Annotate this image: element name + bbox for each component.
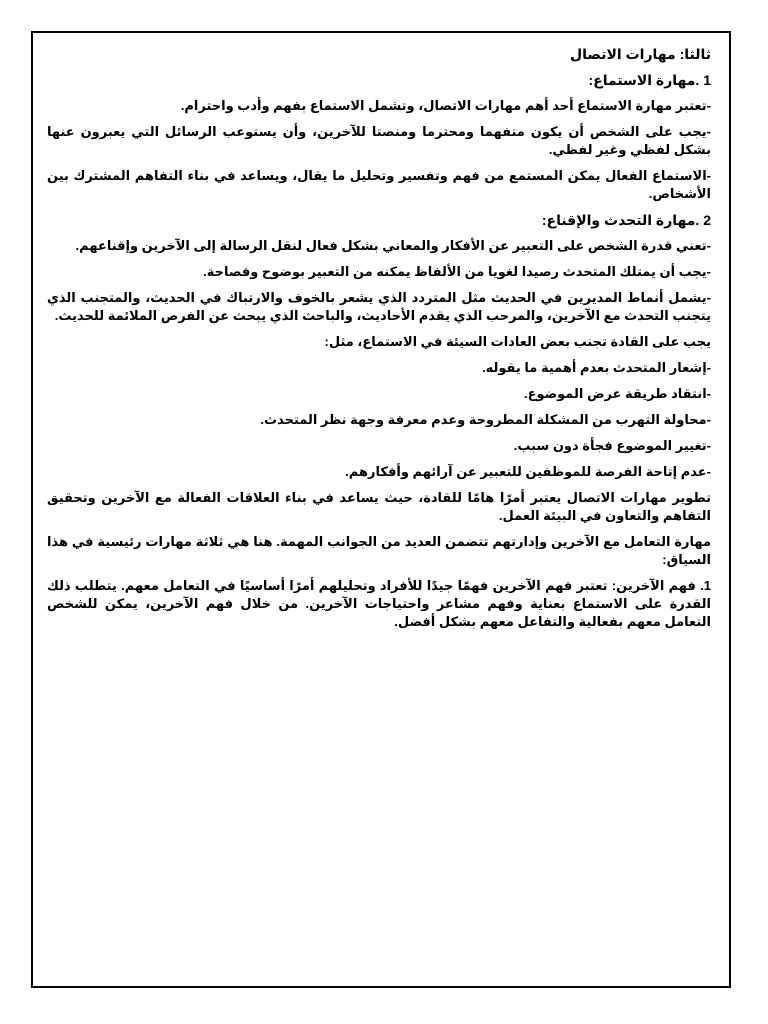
paragraph: مهارة التعامل مع الآخرين وإدارتهم تتضمن العديد من الجوانب المهمة. هنا هي ثلاثة مهارات رئيسية في هذا السياق:	[47, 534, 711, 567]
habits-intro: يجب على القادة تجنب بعض العادات السيئة في الاستماع، مثل:	[324, 334, 711, 349]
paragraph: -يجب على الشخص أن يكون متفهما ومحترما ومنصتا للآخرين، وأن يستوعب الرسائل التي يعبرون عنها بشكل لفظي وغير لفظي.	[47, 124, 711, 157]
list-item: -تغيير الموضوع فجأة دون سبب.	[513, 438, 711, 453]
list-item: -محاولة التهرب من المشكلة المطروحة وعدم معرفة وجهة نظر المتحدث.	[260, 412, 711, 427]
document-frame	[31, 31, 731, 988]
section-heading-speaking: 2 .مهارة التحدث والإقناع:	[541, 212, 711, 228]
paragraph: تطوير مهارات الاتصال يعتبر أمرًا هامًا للقادة، حيث يساعد في بناء العلاقات الفعالة مع الآخرين وتحقيق التفاهم والتعاون في البيئة العمل.	[47, 490, 711, 523]
document-body	[47, 45, 711, 631]
list-item: -انتقاد طريقة عرض الموضوع.	[523, 386, 711, 401]
document-title: ثالثا: مهارات الاتصال	[570, 46, 711, 62]
list-item: -عدم إتاحة الفرصة للموظفين للتعبير عن آرائهم وأفكارهم.	[345, 464, 711, 479]
paragraph: -يشمل أنماط المديرين في الحديث مثل المتردد الذي يشعر بالخوف والارتباك في الحديث، والمتجنب الذي يتجنب التحدث مع الآخرين، والمرحب الذي يقدم الأحاديث، والباحث الذي يبحث عن الفرص الملائمة للحديث.	[47, 290, 711, 323]
numbered-paragraph: 1. فهم الآخرين: تعتبر فهم الآخرين فهمًا جيدًا للأفراد وتحليلهم أمرًا أساسيًا في التعامل معهم. يتطلب ذلك القدرة على الاستماع بعناية وفهم مشاعر واحتياجات الآخرين. من خلال فهم الآخرين، يمكن للشخص التعامل معهم بفعالية والتفاعل معهم بشكل أفضل.	[47, 578, 711, 629]
paragraph: -الاستماع الفعال يمكن المستمع من فهم وتفسير وتحليل ما يقال، ويساعد في بناء التفاهم المشترك بين الأشخاص.	[47, 168, 711, 201]
paragraph: -تعني قدرة الشخص على التعبير عن الأفكار والمعاني بشكل فعال لنقل الرسالة إلى الآخرين وإقناعهم.	[75, 238, 711, 253]
section-heading-listening: 1 .مهارة الاستماع:	[588, 72, 711, 88]
paragraph: -يجب أن يمتلك المتحدث رصيدا لغويا من الألفاظ يمكنه من التعبير بوضوح وفصاحة.	[203, 264, 711, 279]
paragraph: -تعتبر مهارة الاستماع أحد أهم مهارات الاتصال، وتشمل الاستماع بفهم وأدب واحترام.	[180, 98, 711, 113]
list-item: -إشعار المتحدث بعدم أهمية ما يقوله.	[482, 360, 711, 375]
